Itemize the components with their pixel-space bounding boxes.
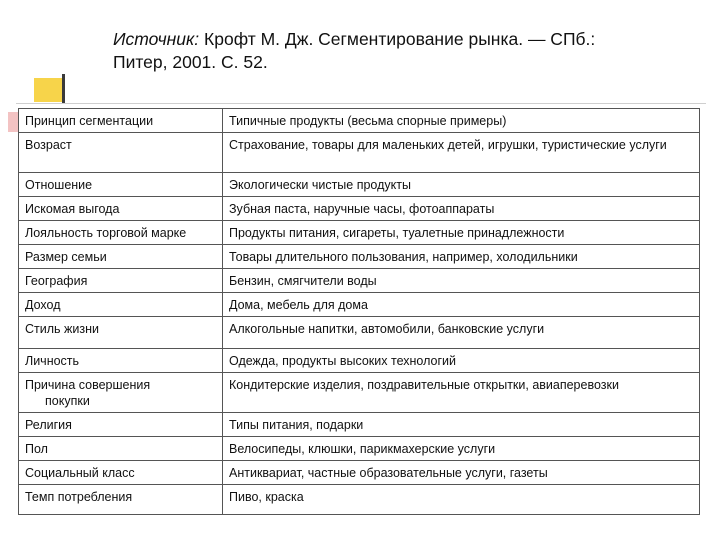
table-row (19, 197, 700, 221)
row-products: Пиво, краска (223, 485, 700, 515)
row-principle (19, 373, 223, 413)
row-principle: Пол (19, 437, 223, 461)
row-principle-line-2: покупки (45, 394, 90, 408)
row-principle: Стиль жизни (19, 317, 223, 349)
row-principle: Возраст (19, 133, 223, 173)
table-row (19, 245, 700, 269)
row-principle: География (19, 269, 223, 293)
row-products: Зубная паста, наручные часы, фотоаппараты (223, 197, 700, 221)
row-products: Велосипеды, клюшки, парикмахерские услуги (223, 437, 700, 461)
row-products: Алкогольные напитки, автомобили, банковские услуги (223, 317, 700, 349)
source-citation (113, 28, 673, 74)
row-products: Дома, мебель для дома (223, 293, 700, 317)
header-products: Типичные продукты (весьма спорные примеры) (223, 109, 700, 133)
row-products: Бензин, смягчители воды (223, 269, 700, 293)
table-row (19, 437, 700, 461)
table-row (19, 461, 700, 485)
row-principle: Доход (19, 293, 223, 317)
source-line-2: Питер, 2001. С. 52. (113, 52, 268, 72)
row-principle: Религия (19, 413, 223, 437)
table-row (19, 269, 700, 293)
row-principle: Темп потребления (19, 485, 223, 515)
decorative-red-block (8, 112, 18, 132)
source-label: Источник: (113, 29, 200, 49)
row-principle: Отношение (19, 173, 223, 197)
top-divider (16, 103, 706, 104)
table-row (19, 173, 700, 197)
table-row (19, 485, 700, 515)
row-products: Товары длительного пользования, например, холодильники (223, 245, 700, 269)
row-products: Страхование, товары для маленьких детей, игрушки, туристические услуги (223, 133, 700, 173)
row-products: Антиквариат, частные образовательные услуги, газеты (223, 461, 700, 485)
row-principle: Лояльность торговой марке (19, 221, 223, 245)
source-line-1: Крофт М. Дж. Сегментирование рынка. — СПб.: (204, 29, 596, 49)
segmentation-table (18, 108, 700, 515)
decorative-yellow-block (34, 78, 64, 102)
table-row (19, 133, 700, 173)
row-products: Экологически чистые продукты (223, 173, 700, 197)
table-row (19, 373, 700, 413)
row-principle: Искомая выгода (19, 197, 223, 221)
table-row (19, 349, 700, 373)
table-header-row (19, 109, 700, 133)
row-principle: Личность (19, 349, 223, 373)
row-products: Кондитерские изделия, поздравительные открытки, авиаперевозки (223, 373, 700, 413)
row-principle-line-1: Причина совершения (25, 378, 151, 392)
table-row (19, 413, 700, 437)
row-products: Типы питания, подарки (223, 413, 700, 437)
header-principle: Принцип сегментации (19, 109, 223, 133)
row-principle: Социальный класс (19, 461, 223, 485)
table-row (19, 293, 700, 317)
row-products: Одежда, продукты высоких технологий (223, 349, 700, 373)
decorative-vertical-bar (62, 74, 65, 104)
row-products: Продукты питания, сигареты, туалетные принадлежности (223, 221, 700, 245)
row-principle: Размер семьи (19, 245, 223, 269)
table-row (19, 317, 700, 349)
table-row (19, 221, 700, 245)
